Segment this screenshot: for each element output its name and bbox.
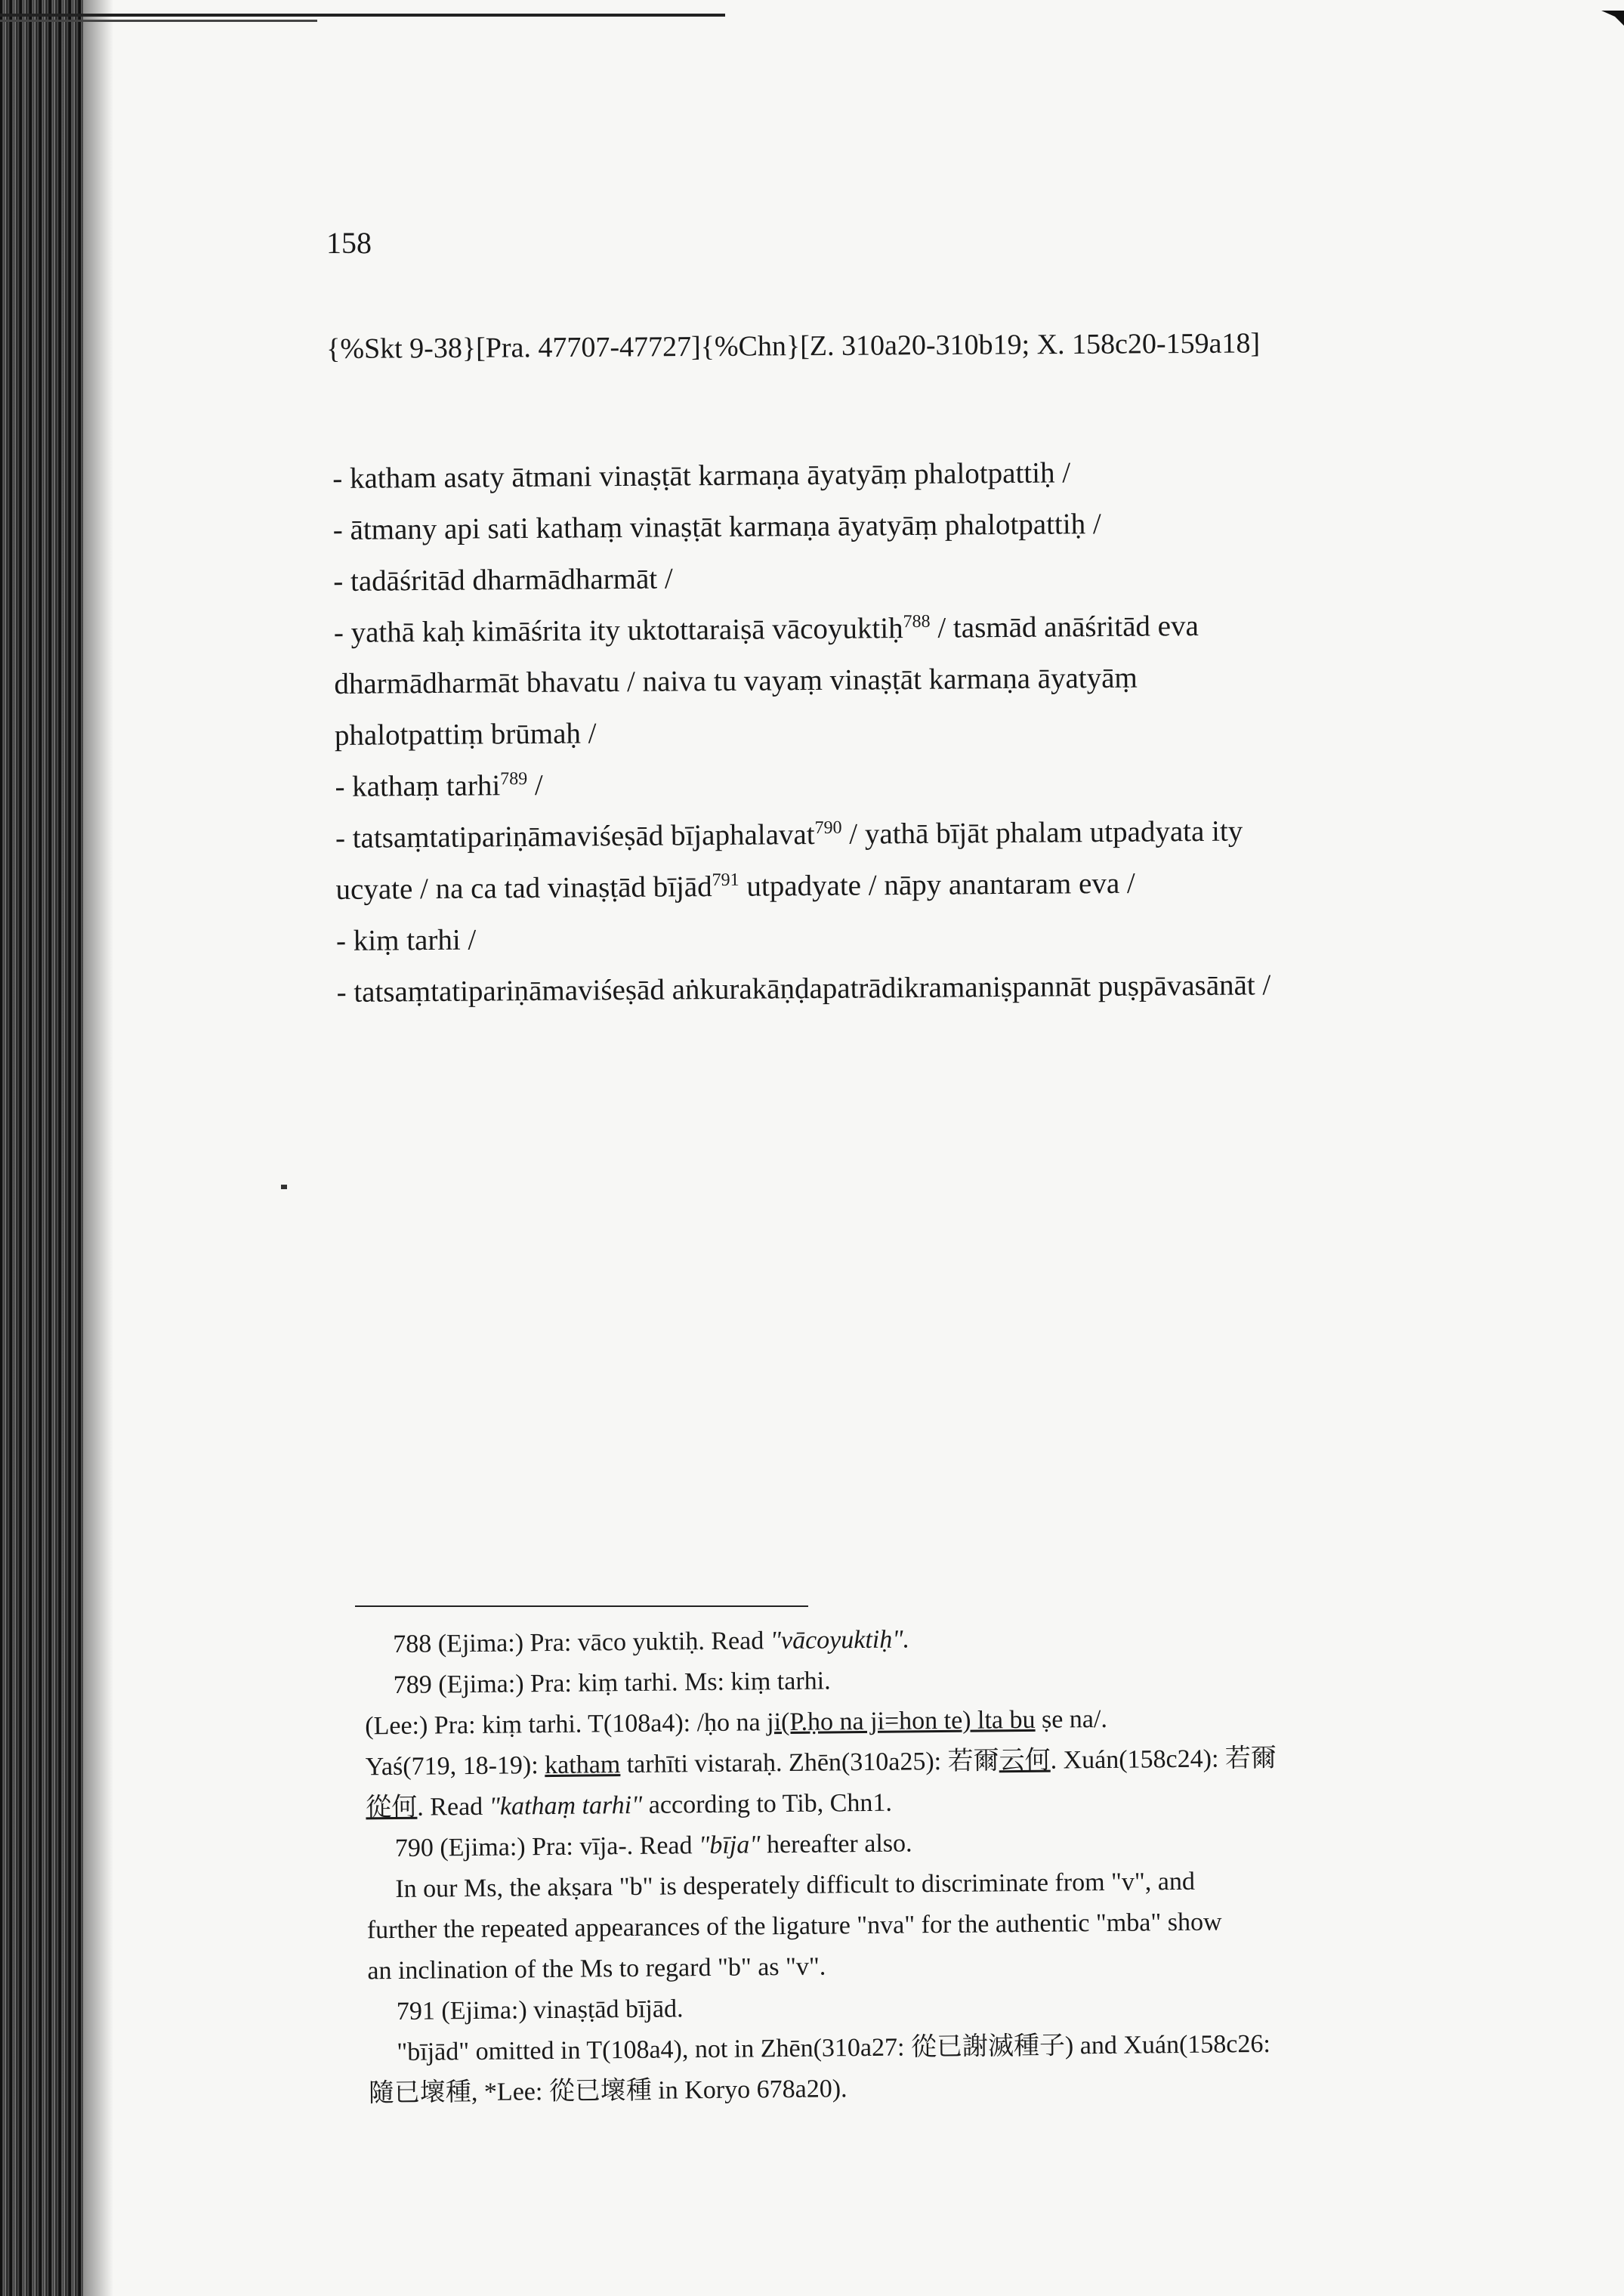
footnote-akshara-3: an inclination of the Ms to regard "b" as "v".: [367, 1952, 826, 1985]
footnote-bijad-1: "bījād" omitted in T(108a4), not in Zhēn(310a27: 從已謝滅種子) and Xuán(158c26:: [397, 2029, 1271, 2066]
text-line: dharmādharmāt bhavatu / naiva tu vayaṃ vinaṣṭāt karmaṇa āyatyāṃ: [334, 661, 1138, 700]
scan-speck: [281, 1185, 287, 1189]
footnote-bijad-2: 隨已壞種, *Lee: 從已壞種 in Koryo 678a20).: [368, 2075, 848, 2108]
text-line: - tatsaṃtatipariṇāmaviśeṣād aṅkurakāṇḍapatrādikramaniṣpannāt puṣpāvasānāt /: [336, 969, 1271, 1009]
footnote-ref-791: 791: [712, 870, 739, 891]
text-line: - kiṃ tarhi /: [335, 923, 477, 957]
scan-top-edge-secondary: [0, 20, 317, 22]
footnote-ref-789: 789: [500, 768, 528, 790]
text-line: - tadāśritād dharmādharmāt /: [333, 562, 673, 598]
footnote-791: 791 (Ejima:) vinaṣṭād bījād.: [396, 1995, 684, 2026]
footnote-788: 788 (Ejima:) Pra: vāco yuktiḥ. Read "vācoyuktiḥ".: [393, 1625, 910, 1658]
footnotes: [365, 1615, 1425, 2114]
book-spine-shadow: [0, 0, 83, 2296]
scan-top-edge: [0, 14, 725, 17]
footnote-lee-1: (Lee:) Pra: kiṃ tarhi. T(108a4): /ḥo na ji(P.ḥo na ji=hon te) lta bu ṣe na/.: [365, 1704, 1108, 1741]
text-line: - kathaṃ tarhi$^{789}$ /: [335, 768, 543, 803]
footnote-789: 789 (Ejima:) Pra: kiṃ tarhi. Ms: kiṃ tarhi.: [393, 1667, 831, 1699]
footnote-lee-3: 從何. Read "kathaṃ tarhi" according to Tib, Chn1.: [366, 1788, 893, 1822]
text-line: - katham asaty ātmani vinaṣṭāt karmaṇa āyatyāṃ phalotpattiḥ /: [332, 456, 1071, 495]
footnote-lee-2: Yaś(719, 18-19): katham tarhīti vistaraḥ. Zhēn(310a25): 若爾云何. Xuán(158c24): 若爾: [365, 1744, 1277, 1781]
footnote-ref-788: 788: [903, 611, 931, 632]
page-number: 158: [326, 226, 372, 260]
footnote-ref-790: 790: [814, 817, 842, 839]
footnote-rule: [355, 1605, 808, 1607]
text-line: - ātmany api sati kathaṃ vinaṣṭāt karmaṇa āyatyāṃ phalotpattiḥ /: [332, 508, 1101, 546]
corner-fold: [1601, 11, 1624, 26]
text-line: phalotpattiṃ brūmaḥ /: [334, 717, 597, 752]
text-line: - tatsaṃtatipariṇāmaviśeṣād bījaphalavat$^{790}$ / yathā bījāt phalam utpadyata ity: [335, 814, 1243, 854]
reference-line: {%Skt 9-38}[Pra. 47707-47727]{%Chn}[Z. 310a20-310b19; X. 158c20-159a18]: [326, 327, 1261, 365]
footnote-akshara-2: further the repeated appearances of the ligature "nva" for the authentic "mba" show: [366, 1908, 1222, 1945]
main-text: [332, 445, 1425, 1018]
footnote-akshara-1: In our Ms, the akṣara "b" is desperately difficult to discriminate from "v", and: [395, 1867, 1196, 1903]
text-line: - yathā kaḥ kimāśrita ity uktottaraiṣā vācoyuktiḥ$^{788}$ / tasmād anāśritād eva: [333, 610, 1199, 649]
spine-gradient: [83, 0, 113, 2296]
footnote-790: 790 (Ejima:) Pra: vīja-. Read "bīja" hereafter also.: [394, 1829, 912, 1862]
text-line: ucyate / na ca tad vinaṣṭād bījād$^{791}$ utpadyate / nāpy anantaram eva /: [335, 867, 1135, 906]
